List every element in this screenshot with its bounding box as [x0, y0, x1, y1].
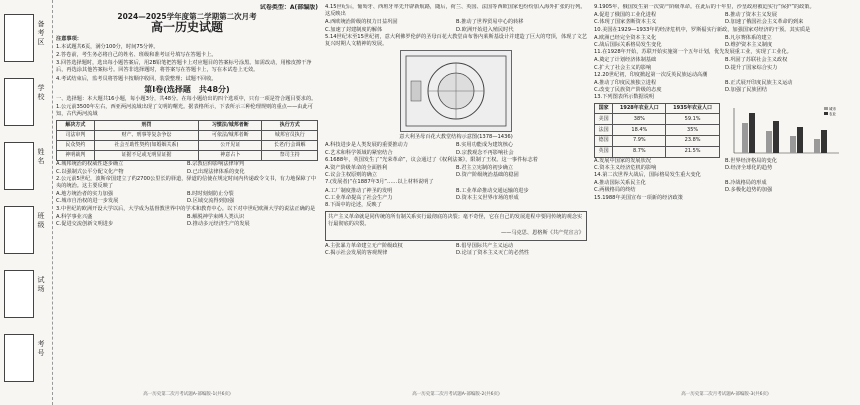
question-stem: 2.公元前5世纪，波斯帝国建立了约2700公里长的驿道，驿道的信使在规定时间内传递政令文书，有力地保障了中央的统治。这主要反映了	[56, 175, 317, 190]
option: D.资本主义世界市场的形成	[456, 194, 519, 201]
q1-table	[56, 120, 318, 162]
notes-title: 注意事项：	[56, 35, 82, 42]
option: B.倡导国际共产主义运动	[456, 242, 514, 249]
option: A.工厂制度推动了神圣的发明	[325, 187, 393, 194]
page-footer: 高一历史第二次月考试题A-部编版-1(共6页)	[143, 391, 231, 397]
option: B.实用功能成为建筑核心	[456, 142, 514, 149]
table-cell: 社会互助性契约(如婚姻关系)	[94, 141, 198, 151]
option: A.奠定了计划经济体制基础	[594, 57, 657, 64]
table-row	[595, 114, 720, 125]
note-item: 3.回答选择题时，选出每小题答案后，用2B铅笔把答题卡上对应题目的答案标号涂黑。如需改动，用橡皮擦干净后，再选涂其他答案标号。回答非选择题时，将答案写在答题卡上，写在本试卷上无效。	[56, 60, 312, 74]
table-cell: 38%	[613, 114, 666, 125]
q11-options	[594, 57, 856, 71]
option: C.以强制式公平分配文化产物	[56, 168, 124, 175]
q13-bar-chart	[724, 103, 844, 158]
option: D.经济全球化的趋势	[725, 164, 773, 171]
table-header: 国家	[595, 103, 613, 114]
bar	[821, 130, 827, 153]
question-stem: 10.美国在1929—1933年的经济危机中，罗斯福实行新政，加强国家对经济的干预。其实质是	[594, 26, 811, 33]
option: D.维护资本主义制度	[725, 42, 773, 49]
q6-options	[325, 165, 587, 179]
bar	[790, 136, 796, 153]
option: C.体现了国家垄断资本主义	[594, 19, 657, 26]
option: D.加速了俄国社会主义革命的到来	[725, 19, 804, 26]
option: D.欧洲开始进入殖民时代	[456, 26, 514, 33]
option: B.时时刻刻防止分裂	[187, 191, 234, 198]
question-stem: 3.中世纪的欧洲开设大学以后，大学成为基督教世界中的学术和教育中心。以下对中世纪欧洲大学的说法正确的是	[56, 205, 316, 212]
binding-label: 考号	[37, 340, 45, 358]
binding-box	[4, 334, 34, 382]
table-cell: 23.8%	[666, 136, 719, 147]
table-cell: 美国	[595, 114, 613, 125]
table-cell: 神明裁判	[57, 151, 95, 161]
option: D.推动多元经济生产的发展	[187, 221, 250, 228]
bar	[742, 123, 748, 153]
question-stem: 4.15世纪后，葡萄牙、西班牙率先开辟新航路，随后，荷兰、英国、法国等西欧国家也纷纷加入海外扩张的行列。这反映出	[325, 4, 586, 18]
figure-caption: 意大利圣母百花大教堂结构示意图(1378—1436)	[399, 134, 513, 141]
question-stem: 9.1905年，俄国发生第一次资产阶级革命。在此后的十年里，沙皇政府被迫实行“保护”的政策。	[594, 4, 815, 10]
option: C.扩大了社会主义的影响	[594, 64, 652, 71]
table-row	[57, 130, 318, 140]
option: B.解脱神学束缚人类认识	[187, 213, 245, 220]
option: A.科学事业兴盛	[56, 213, 93, 220]
option: A.西欧统治阶级的权力日益巩固	[325, 19, 398, 26]
q9-options	[594, 12, 856, 26]
note-item: 1.本试题共6页，满分100分，时间75分钟。	[56, 43, 159, 50]
question-stem: 13.下列图表所示数据说明	[594, 94, 655, 101]
option: A.地方统治者的实力加强	[56, 191, 113, 198]
question-stem: 5.14世纪末至15世纪初，意大利佛罗伦萨的圣母百花大教堂由布鲁内莱斯基设计并建造了巨大的穹顶，体现了文艺复兴时期人文精神的发展。	[325, 33, 587, 48]
bar	[797, 127, 803, 153]
quote-text: 共产主义革命就是同传统的所有制关系实行最彻底的决裂；毫不奇怪，它在自己的发展进程中要同传统的观念实行最彻底的决裂。	[328, 214, 583, 228]
page-footer: 高一历史第二次月考试题A-部编版-2(共6页)	[412, 391, 500, 397]
q14-options	[594, 180, 856, 194]
option: C.艺术和科学领域的紧密结合	[325, 149, 393, 156]
option: C.两极格局的终结	[594, 187, 636, 194]
option: D.已出现法律体系的变化	[187, 168, 245, 175]
option: A.推动国际关系民主化	[594, 180, 646, 187]
quote-box	[325, 211, 587, 241]
paper-type: 试卷类型：A(部编版)	[259, 4, 318, 11]
option: A.促进了俄国的工业化进程	[594, 12, 657, 19]
table-cell: 城邦官员执行	[262, 130, 318, 140]
question-stem: 7.(发展者)“在1887年3月”……以上材料说明了	[325, 179, 434, 186]
question-stem: 6.1688年，英国发生了“光荣革命”，议会通过了《权利法案》，限制了王权。这一事件标志着	[325, 156, 538, 163]
binding-label: 姓名	[37, 148, 45, 166]
table-cell: 公开见证	[199, 141, 262, 151]
option: A.欧洲已经完全资本主义化	[594, 34, 657, 41]
legend-swatch	[824, 112, 828, 115]
question-stem: 1.公元前3500年左右，西亚两河流域出现了文明的曙光。据表格所示，下表所示三种伦理规则的重点——由此可知，古代两河流域	[56, 104, 313, 118]
option: B.推动了资本主义发展	[725, 12, 777, 19]
q5-options	[325, 142, 587, 156]
section-intro: 一、选择题：本大题共16小题，每小题3分，共48分。在每小题给出的四个选项中，只有一项是符合题目要求的。	[56, 96, 317, 103]
binding-strip	[0, 0, 53, 405]
option: D.论证了资本主义灭亡的必然性	[456, 250, 530, 257]
table-cell: 财产、刑事等复杂争讼	[94, 130, 198, 140]
table-header: 习惯法/城邦者断	[199, 120, 262, 130]
table-cell: 神意占卜	[199, 151, 262, 161]
option: C.资本主义经济危机的影响	[594, 164, 657, 171]
table-header: 刑罚	[94, 120, 198, 130]
bar	[773, 121, 779, 153]
option: A.城邦统治的权威性逐步确立	[56, 161, 124, 168]
quote-source: ——马克思、恩格斯《共产党宣言》	[500, 229, 584, 236]
binding-label: 学校	[37, 84, 45, 102]
option: A.发展中国家的发展状况	[594, 157, 651, 164]
page-footer: 高一历史第二次月考试题A-部编版-3(共6页)	[681, 391, 769, 397]
binding-box	[4, 270, 34, 318]
table-cell: 民众契约	[57, 141, 95, 151]
option: D.资产阶级统治基础的稳固	[456, 172, 519, 179]
table-cell: 21.5%	[666, 146, 719, 157]
note-item: 4.考试结束后，监考员将答题卡按顺序收回，装袋整理；试题不回收。	[56, 75, 217, 82]
q13-options	[594, 158, 856, 172]
option: B.君主立宪制的初步确立	[456, 165, 514, 172]
option: C.揭示社会发展的客观规律	[325, 250, 388, 257]
binding-label: 备考区	[37, 20, 45, 47]
option: B.世界经济格局的变化	[725, 157, 777, 164]
question-stem: 15.1988年美国宣布一项新的经济政策	[594, 194, 683, 201]
option: C.议会主权原则的确立	[325, 172, 377, 179]
option: D.区域交流得到加强	[187, 198, 235, 205]
table-cell: 35%	[666, 125, 719, 136]
column-2	[325, 4, 587, 400]
table-row	[595, 125, 720, 136]
table-row	[595, 146, 720, 157]
legend-label: 农业	[828, 111, 836, 116]
q4-options	[325, 19, 587, 33]
table-row	[57, 141, 318, 151]
option: D.加强了民族团结	[725, 87, 767, 94]
q12-options	[594, 80, 856, 94]
table-cell: 长老/行会调解	[262, 141, 318, 151]
table-header: 1928年农业人口	[613, 103, 666, 114]
q7-options	[325, 188, 587, 202]
table-cell: 司法审判	[57, 130, 95, 140]
option: C.促进交流创新文明进步	[56, 221, 114, 228]
q10-options	[594, 35, 856, 49]
question-stem: 8.下面中的论述，反映了	[325, 202, 382, 209]
table-cell: 法国	[595, 125, 613, 136]
table-cell: 7.9%	[613, 136, 666, 147]
option: B.凡尔赛体系的建立	[725, 34, 772, 41]
legend-swatch	[824, 107, 828, 110]
binding-box	[4, 206, 34, 254]
option: D.宗教观念不再影响社会	[456, 149, 514, 156]
option: D.多极化趋势的加强	[725, 187, 773, 194]
exam-year: 2024—2025学年度第二学期第二次月考	[117, 12, 257, 22]
option: C.城市自治权的进一步发展	[56, 198, 119, 205]
cathedral-diagram	[400, 50, 512, 132]
option: B.推动了世界贸易中心的转移	[456, 19, 524, 26]
note-item: 2.答卷前，考生务必将自己的姓名、班级和准考证号填写在答题卡上。	[56, 52, 217, 59]
bar	[766, 131, 772, 153]
section-title: 第Ⅰ卷(选择题 共48分)	[144, 84, 230, 94]
table-row	[57, 151, 318, 161]
table-cell: 18.4%	[613, 125, 666, 136]
option: B.冷战格局的形成	[725, 180, 767, 187]
binding-box	[4, 142, 34, 190]
q2-options	[56, 191, 318, 205]
option: C.工业革命提高了社会生产力	[325, 194, 393, 201]
table-cell: 证据不足或无明显证据	[94, 151, 198, 161]
option: C.战后国际关系格局发生变化	[594, 42, 662, 49]
bar	[749, 113, 755, 153]
table-row	[595, 136, 720, 147]
table-cell: 英国	[595, 146, 613, 157]
option: A.主张暴力革命建立无产阶级政权	[325, 242, 403, 249]
option: C.加速了封建制度的解体	[325, 26, 383, 33]
question-stem: 12.20世纪初，印度掀起第一次反英民族运动高潮	[594, 71, 708, 78]
exam-title: 高一历史试题	[150, 20, 223, 35]
option: A.科技进步是人类发展的重要推动力	[325, 142, 408, 149]
option: B.工业革命推动交通运输的进步	[456, 187, 529, 194]
option: B.宗教信仰影响法律审判	[187, 161, 245, 168]
binding-box	[4, 78, 34, 126]
question-stem: 14.第二次世界大战后，国际格局发生重大变化	[594, 172, 701, 179]
q13-table	[594, 103, 720, 158]
legend-label: 城市	[828, 106, 836, 111]
option: A.推动了印度民族独立进程	[594, 80, 657, 87]
table-header: 解决方式	[57, 120, 95, 130]
table-cell: 8.7%	[613, 146, 666, 157]
column-3	[594, 4, 856, 400]
q13-figure	[594, 103, 856, 158]
option: D.提升了国家综合实力	[725, 64, 778, 71]
q3-options	[56, 214, 318, 228]
option: C.改变了民族资产阶级的态度	[594, 87, 662, 94]
table-header: 1935年农业人口	[666, 103, 719, 114]
q1-options	[56, 161, 318, 175]
option: B.巩固了苏联社会主义政权	[725, 57, 788, 64]
option: B.正式展开印度民族主义运动	[725, 80, 793, 87]
binding-box	[4, 14, 34, 62]
table-cell: 59.1%	[666, 114, 719, 125]
table-cell: 可依法/城邦者断	[199, 130, 262, 140]
option: A.资产阶级革命的全面胜利	[325, 165, 388, 172]
table-cell: 祭司主持	[262, 151, 318, 161]
column-1	[56, 4, 318, 400]
bar	[814, 139, 820, 153]
binding-label: 班级	[37, 212, 45, 230]
question-stem: 11.在1928年开始，苏联开始实施第一个五年计划，优先发展重工业，实现了工业化。	[594, 49, 792, 56]
q8-options	[325, 243, 587, 257]
table-cell: 德国	[595, 136, 613, 147]
binding-label: 试场	[37, 276, 45, 294]
table-header: 执行方式	[262, 120, 318, 130]
